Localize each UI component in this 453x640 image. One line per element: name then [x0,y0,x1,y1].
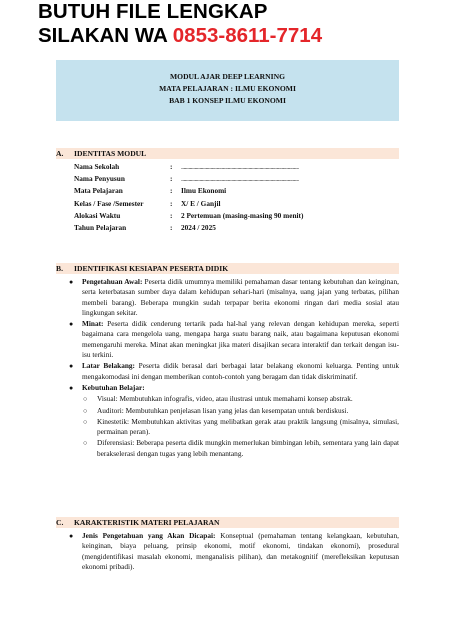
promo-line-1: BUTUH FILE LENGKAP [38,0,268,23]
item-label: Kebutuhan Belajar: [82,382,145,392]
section-title: IDENTITAS MODUL [74,149,147,158]
item-label: Pengetahuan Awal: [82,277,143,286]
item-label: Latar Belakang: [82,361,135,371]
item-text: Peserta didik umumnya memiliki pemahaman dasar tentang kebutuhan dan keinginan, serta keterbatasan sumber daya dalam kehidupan sehari-hari (misalnya, uang jajan yang terbatas, pilihan membeli barang). Beberapa mungkin sudah terpapar berita ekonomi ringan dari media sosial atau lingkungan sekitar. [82,277,400,317]
section-b-content [62,277,399,460]
sub-list-item [62,394,399,404]
section-b-heading [56,263,399,274]
row-label: Nama Sekolah [74,162,120,171]
section-c-content [62,531,399,573]
list-item [62,383,399,393]
item-text: Konseptual (pemahaman tentang kelangkaan, kebutuhan, keinginan, biaya peluang, prinsip ekonomi, motif ekonomi, tindakan ekonomi), prosedural (mengidentifikasi masalah ekonomi, menganalisis pilihan), dan metakognitif (merefleksikan keputusan ekonomi pribadi). [82,531,399,571]
sub-list-item [62,417,399,438]
header-line-1: MODUL AJAR DEEP LEARNING [170,72,285,81]
section-letter: C. [56,518,64,527]
section-c-heading [56,517,399,528]
row-label: Tahun Pelajaran [74,222,127,232]
bullet-icon: ● [69,278,74,286]
bullet-icon: ● [69,320,74,329]
module-header [56,60,399,121]
row-value: X/ E / Ganjil [181,198,221,208]
row-colon: : [170,222,173,232]
row-colon: : [170,162,173,171]
circle-bullet-icon: ○ [83,406,88,415]
bullet-icon: ● [69,532,74,540]
bullet-icon: ● [69,362,74,371]
item-text: Peserta didik berasal dari berbagai latar belakang ekonomi keluarga. Penting untuk mengakomodasi ini dengan memberikan contoh-contoh yang beragam dan tidak diskriminatif. [82,361,399,381]
item-label: Minat: [82,319,104,329]
list-item [62,319,399,360]
item-label: Jenis Pengetahuan yang Akan Dicapai: [82,531,216,540]
promo-line-2 [38,26,322,47]
section-a-heading [56,148,399,159]
item-text: Peserta didik cenderung tertarik pada hal-hal yang relevan dengan kehidupan mereka, seperti bagaimana cara mengelola uang, mengapa harga suatu barang naik, atau bagaimana keputusan ekonomi memengaruhi mereka. Minat akan meningkat jika materi disajikan secara interaktif dan terkait dengan isu-isu terkini. [82,319,399,360]
sub-item-text: Auditori: Membutuhkan penjelasan lisan yang jelas dan kesempatan untuk berdiskusi. [97,405,349,415]
row-value: 2 Pertemuan (masing-masing 90 menit) [181,210,304,220]
row-colon: : [170,186,173,196]
row-placeholder: ................................................................................................ [181,162,299,171]
promo-phone: 0853-8611-7714 [172,24,323,47]
row-value: Ilmu Ekonomi [181,186,227,196]
row-placeholder: ................................................................................................ [181,174,299,184]
list-item [62,277,399,318]
row-colon: : [170,174,173,184]
row-label: Kelas / Fase /Semester [74,198,144,208]
row-label: Alokasi Waktu [74,210,121,220]
row-colon: : [170,210,173,220]
header-line-3: BAB 1 KONSEP ILMU EKONOMI [169,96,286,105]
section-letter: A. [56,149,64,158]
row-label: Mata Pelajaran [74,186,123,196]
header-line-2: MATA PELAJARAN : ILMU EKONOMI [159,84,296,93]
list-item [62,531,399,572]
sub-list-item [62,438,399,459]
bullet-icon: ● [69,383,74,392]
row-value: 2024 / 2025 [181,222,216,232]
section-letter: B. [56,264,63,273]
circle-bullet-icon: ○ [83,417,88,426]
sub-list-item [62,406,399,416]
sub-item-text: Diferensiasi: Beberapa peserta didik mungkin memerlukan bimbingan lebih, sementara yang lain dapat berakselerasi dengan tugas yang lebih menantang. [97,438,399,458]
section-title: KARAKTERISTIK MATERI PELAJARAN [74,518,220,527]
row-colon: : [170,198,173,208]
circle-bullet-icon: ○ [83,395,88,404]
sub-item-text: Visual: Membutuhkan infografis, video, atau ilustrasi untuk memahami konsep abstrak. [97,394,353,404]
section-title: IDENTIFIKASI KESIAPAN PESERTA DIDIK [74,264,229,273]
sub-item-text: Kinestetik: Membutuhkan aktivitas yang melibatkan gerak atau praktik langsung (misalnya, simulasi, permainan peran). [97,416,399,437]
list-item [62,361,399,382]
circle-bullet-icon: ○ [83,439,88,448]
row-label: Nama Penyusun [74,174,125,184]
promo-prefix: SILAKAN WA [38,24,173,47]
